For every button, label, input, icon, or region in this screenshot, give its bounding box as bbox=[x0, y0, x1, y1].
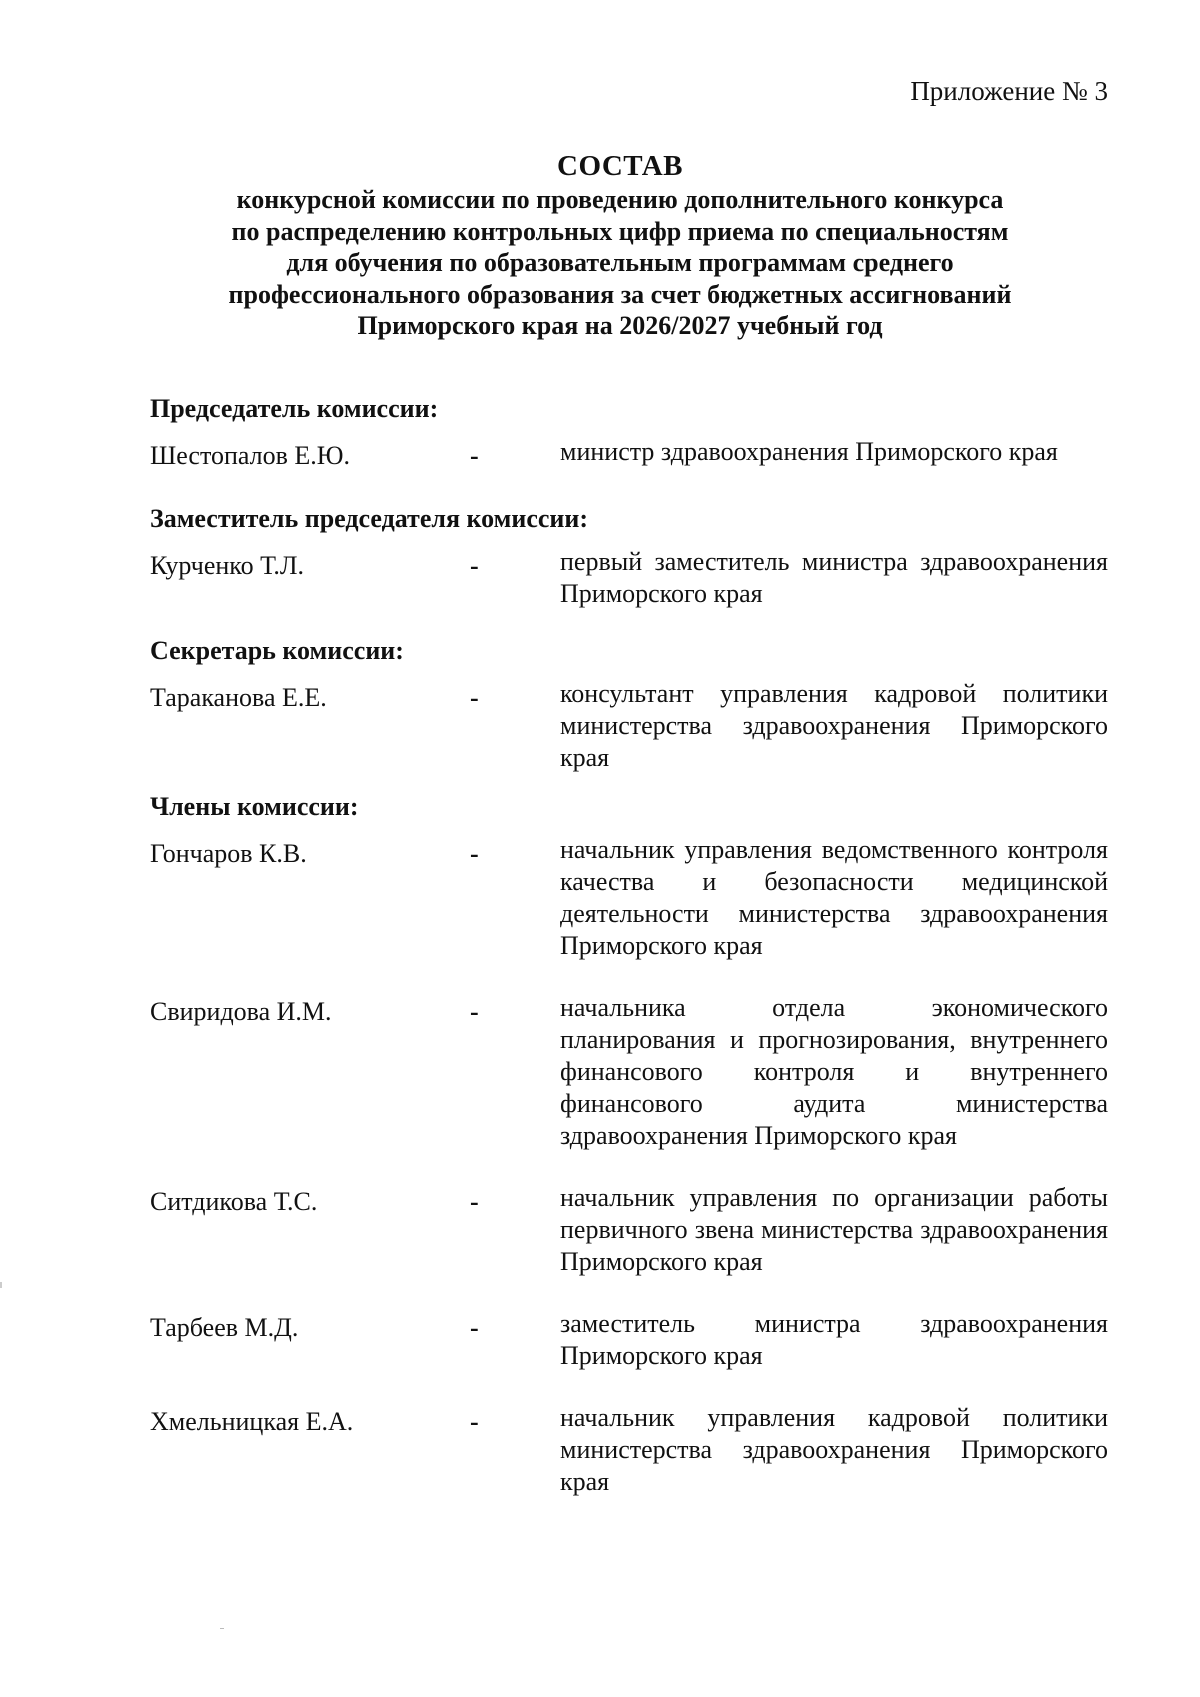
member-name: Гончаров К.В. bbox=[150, 839, 307, 868]
member-dash: - bbox=[470, 839, 479, 868]
member-name: Тараканова Е.Е. bbox=[150, 683, 327, 712]
member-dash: - bbox=[470, 997, 479, 1026]
member-name: Свиридова И.М. bbox=[150, 997, 332, 1026]
section-chairman bbox=[150, 392, 1130, 472]
member-dash: - bbox=[470, 1313, 479, 1342]
member-dash: - bbox=[470, 683, 479, 712]
member-dash: - bbox=[470, 1187, 479, 1216]
member-row bbox=[150, 678, 1130, 774]
member-role: начальника отдела экономического планирования и прогнозирования, внутреннего финансового контроля и внутреннего финансового аудита министерства здравоохранения Приморского края bbox=[560, 993, 1108, 1150]
title-line: конкурсной комиссии по проведению дополнительного конкурса bbox=[236, 185, 1004, 214]
section-heading: Заместитель председателя комиссии: bbox=[150, 504, 589, 533]
member-row bbox=[150, 1182, 1130, 1278]
member-role: заместитель министра здравоохранения Приморского края bbox=[560, 1309, 1108, 1370]
member-dash: - bbox=[470, 551, 479, 580]
member-name: Курченко Т.Л. bbox=[150, 551, 304, 580]
member-row bbox=[150, 834, 1130, 962]
member-role: начальник управления кадровой политики министерства здравоохранения Приморского края bbox=[560, 1403, 1108, 1496]
scan-artifact bbox=[220, 1628, 224, 1629]
section-deputy bbox=[150, 502, 1130, 610]
section-secretary bbox=[150, 634, 1130, 774]
section-heading: Председатель комиссии: bbox=[150, 394, 439, 423]
member-role: первый заместитель министра здравоохранения Приморского края bbox=[560, 547, 1108, 608]
section-members bbox=[150, 790, 1130, 1498]
member-dash: - bbox=[470, 1407, 479, 1436]
member-name: Шестопалов Е.Ю. bbox=[150, 441, 351, 470]
member-role: министр здравоохранения Приморского края bbox=[560, 437, 1058, 466]
scan-artifact bbox=[0, 1282, 2, 1288]
member-name: Ситдикова Т.С. bbox=[150, 1187, 318, 1216]
member-row bbox=[150, 436, 1130, 472]
member-row bbox=[150, 1308, 1130, 1372]
title-line: профессионального образования за счет бюджетных ассигнований bbox=[228, 279, 1012, 309]
member-role: начальник управления ведомственного контроля качества и безопасности медицинской деятельности министерства здравоохранения Приморского края bbox=[560, 835, 1108, 960]
member-role: консультант управления кадровой политики министерства здравоохранения Приморского края bbox=[560, 679, 1108, 772]
member-name: Тарбеев М.Д. bbox=[150, 1313, 299, 1342]
section-heading: Члены комиссии: bbox=[150, 792, 359, 821]
member-row bbox=[150, 546, 1130, 610]
document-title bbox=[120, 148, 1120, 342]
member-row bbox=[150, 992, 1130, 1152]
title-line: по распределению контрольных цифр приема по специальностям bbox=[231, 216, 1009, 246]
appendix-label: Приложение № 3 bbox=[910, 76, 1108, 106]
title-line: Приморского края на 2026/2027 учебный год bbox=[357, 311, 883, 340]
member-dash: - bbox=[470, 441, 479, 470]
member-name: Хмельницкая Е.А. bbox=[150, 1407, 354, 1436]
section-heading: Секретарь комиссии: bbox=[150, 636, 404, 665]
title-heading: СОСТАВ bbox=[557, 150, 683, 182]
title-line: для обучения по образовательным программам среднего bbox=[286, 248, 954, 277]
member-role: начальник управления по организации работы первичного звена министерства здравоохранения Приморского края bbox=[560, 1183, 1108, 1276]
member-row bbox=[150, 1402, 1130, 1498]
